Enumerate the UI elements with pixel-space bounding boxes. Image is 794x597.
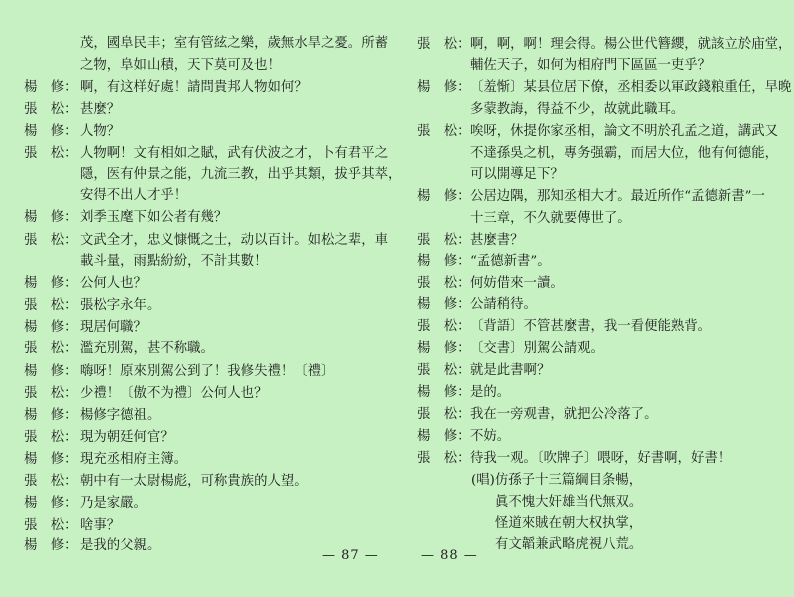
dialogue-text: 楊修字德祖。 [80,408,161,423]
speaker-name: 張 松： [417,276,471,291]
speaker-name: 張 松： [24,146,78,161]
verse-text: (唱)仿孫子十三篇綱目条暢， [471,473,643,488]
dialogue-text: 安得不出人才乎！ [80,188,188,203]
speaker-name: 楊 修： [24,408,78,423]
speaker-name: 楊 修： [417,385,471,400]
speaker-name: 楊 修： [417,80,471,95]
speaker-name: 楊 修： [24,364,78,379]
dialogue-text: 隱，医有仲景之能，九流三教，出乎其類，拔乎其萃， [80,167,402,182]
dialogue-text: 公請稍待。 [470,297,537,312]
dialogue-text: 濫充別駕，甚不称職。 [80,341,214,356]
dialogue-text: 待我一观。〔吹牌子〕喂呀，好書啊，好書！ [470,451,732,466]
dialogue-text: 刘季玉麾下如公者有幾？ [80,210,228,225]
dialogue-text: 我在一旁观書，就把公冷落了。 [470,407,658,422]
dialogue-text: 文武全才，忠义慷慨之士，动以百计。如松之辈，車 [80,233,388,248]
dialogue-text: 不達孫吳之机，專务强霸，而居大位，他有何德能， [470,146,778,161]
speaker-name: 張 松： [417,407,471,422]
dialogue-text: 現充丞相府主簿。 [80,452,188,467]
speaker-name: 楊 修： [417,254,471,269]
speaker-name: 張 松： [24,386,78,401]
speaker-name: 張 松： [417,451,471,466]
dialogue-text: 少禮！〔傲不为禮〕公何人也？ [80,386,268,401]
speaker-name: 張 松： [24,298,78,313]
speaker-name: 張 松： [417,124,471,139]
dialogue-text: 現居何職？ [80,320,147,335]
page-number: — 87 — [322,548,379,563]
dialogue-text: 載斗量，雨點紛紛，不計其數！ [80,254,268,269]
verse-text: 眞不愧大奸雄当代無双。 [495,495,643,510]
speaker-name: 張 松： [24,474,78,489]
dialogue-text: 啥事？ [80,518,121,533]
dialogue-text: 甚麼書？ [470,233,524,248]
dialogue-text: 乃是家嚴。 [80,496,147,511]
speaker-name: 楊 修： [417,189,471,204]
dialogue-text: 啊，有这样好處！請問貴邦人物如何？ [80,80,308,95]
dialogue-text: 唉呀，休提你家丞相，論文不明於孔孟之道，講武又 [470,124,778,139]
dialogue-text: 人物？ [80,124,121,139]
speaker-name: 楊 修： [24,80,78,95]
dialogue-text: 嗨呀！原來別駕公到了！我修失禮！〔禮〕 [80,364,335,379]
speaker-name: 張 松： [24,430,78,445]
dialogue-text: 公何人也？ [80,276,147,291]
verse-text: 有文韜兼武略虎視八荒。 [495,537,643,552]
speaker-name: 楊 修： [417,429,471,444]
speaker-name: 楊 修： [24,452,78,467]
dialogue-text: 是的。 [470,385,511,400]
speaker-name: 楊 修： [24,320,78,335]
speaker-name: 楊 修： [24,538,78,553]
speaker-name: 楊 修： [24,124,78,139]
dialogue-text: 可以開導足下？ [470,167,564,182]
dialogue-text: 茂，國阜民丰；室有管絃之樂，歲無水旱之憂。所蓄 [80,36,388,51]
speaker-name: 張 松： [24,233,78,248]
speaker-name: 楊 修： [24,496,78,511]
dialogue-text: 多蒙教誨，得益不少，故就此職耳。 [470,102,685,117]
dialogue-text: 不妨。 [470,429,511,444]
dialogue-text: 〔羞惭〕某县位居下僚，丞相委以軍政錢粮重任，早晚 [470,80,792,95]
dialogue-text: 就是此書啊？ [470,363,551,378]
dialogue-text: 公居边隅，那知丞相大才。最近所作“孟德新書”一 [470,189,765,204]
speaker-name: 張 松： [24,102,78,117]
dialogue-text: 〔交書〕別駕公請观。 [470,341,604,356]
dialogue-text: 啊，啊，啊！理会得。楊公世代簪纓，就該立於庙堂， [470,37,792,52]
page-number: — 88 — [421,548,478,563]
dialogue-text: 十三章，不久就要傳世了。 [470,211,631,226]
dialogue-text: 現为朝廷何官？ [80,430,174,445]
speaker-name: 張 松： [417,233,471,248]
dialogue-text: 是我的父親。 [80,538,161,553]
dialogue-text: 人物啊！文有相如之賦，武有伏波之才，卜有君平之 [80,146,388,161]
dialogue-text: 朝中有一太尉楊彪，可称貴族的人望。 [80,474,308,489]
speaker-name: 楊 修： [417,341,471,356]
speaker-name: 張 松： [417,319,471,334]
dialogue-text: 之物，阜如山積，天下莫可及也！ [80,58,281,73]
dialogue-text: 何妨借來一讀。 [470,276,564,291]
dialogue-text: 輔佐天子，如何为相府門下區區一吏乎？ [470,58,712,73]
dialogue-text: 〔背語〕不管甚麼書，我一看便能熟背。 [470,319,712,334]
speaker-name: 楊 修： [24,210,78,225]
speaker-name: 楊 修： [417,297,471,312]
speaker-name: 楊 修： [24,276,78,291]
dialogue-text: 甚麼？ [80,102,121,117]
speaker-name: 張 松： [24,518,78,533]
dialogue-text: 張松字永年。 [80,298,161,313]
right-page [397,0,794,597]
speaker-name: 張 松： [417,363,471,378]
speaker-name: 張 松： [24,341,78,356]
speaker-name: 張 松： [417,37,471,52]
verse-text: 怪道來賊在朝大权执掌， [495,516,643,531]
dialogue-text: “孟德新書”。 [470,254,551,269]
